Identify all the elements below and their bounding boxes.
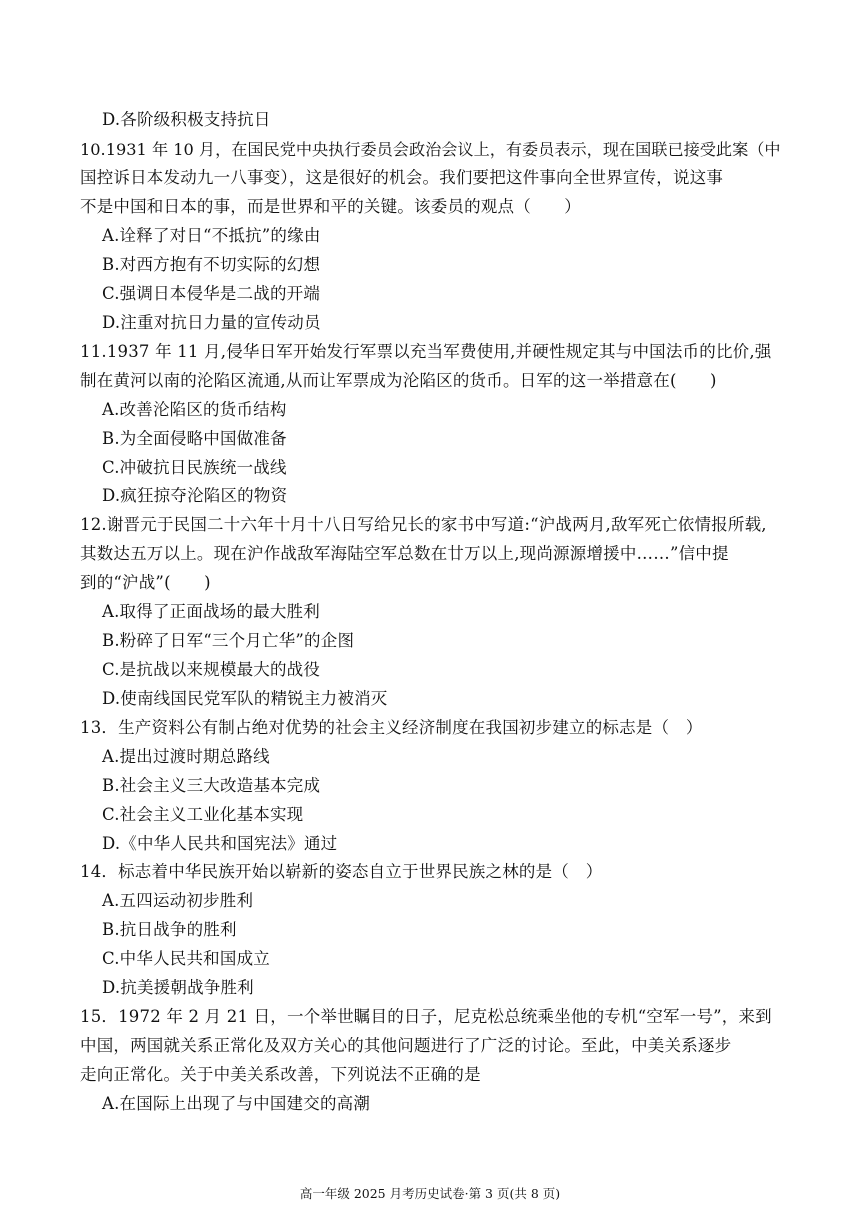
q10-option-d: D.注重对抗日力量的宣传动员 (102, 313, 321, 332)
q11-option-c: C.冲破抗日民族统一战线 (102, 458, 287, 477)
q11-option-d: D.疯狂掠夺沦陷区的物资 (102, 486, 288, 505)
q13-stem-line-1: 13．生产资料公有制占绝对优势的社会主义经济制度在我国初步建立的标志是（ ） (80, 718, 703, 737)
q12-stem-line-1: 12.谢晋元于民国二十六年十月十八日写给兄长的家书中写道:“沪战两月,敌军死亡依情报所载, (80, 515, 767, 534)
q11-stem-line-2: 制在黄河以南的沦陷区流通,从而让军票成为沦陷区的货币。日军的这一举措意在( ) (80, 371, 717, 390)
q9-option-d: D.各阶级积极支持抗日 (102, 110, 271, 129)
q15-stem-line-2: 中国，两国就关系正常化及双方关心的其他问题进行了广泛的讨论。至此，中美关系逐步 (80, 1036, 732, 1055)
q12-option-b: B.粉碎了日军“三个月亡华”的企图 (102, 631, 355, 650)
q14-option-b: B.抗日战争的胜利 (102, 920, 237, 939)
q13-option-b: B.社会主义三大改造基本完成 (102, 776, 321, 795)
q12-stem-line-2: 其数达五万以上。现在沪作战敌军海陆空军总数在廿万以上,现尚源源增援中……”信中提 (80, 544, 729, 563)
q12-stem-line-3: 到的“沪战”( ) (80, 573, 211, 592)
q10-option-c: C.强调日本侵华是二战的开端 (102, 284, 321, 303)
q12-option-a: A.取得了正面战场的最大胜利 (102, 602, 320, 621)
q10-stem-line-2: 国控诉日本发动九一八事变），这是很好的机会。我们要把这件事向全世界宣传，说这事 (80, 168, 724, 187)
q10-option-a: A.诠释了对日“不抵抗”的缘由 (102, 226, 321, 245)
q14-option-c: C.中华人民共和国成立 (102, 949, 270, 968)
q14-option-d: D.抗美援朝战争胜利 (102, 978, 254, 997)
q13-option-d: D.《中华人民共和国宪法》通过 (102, 834, 338, 853)
q11-option-b: B.为全面侵略中国做准备 (102, 429, 287, 448)
q14-stem-line-1: 14．标志着中华民族开始以崭新的姿态自立于世界民族之林的是（ ） (80, 862, 603, 881)
page-footer: 高一年级 2025 月考历史试卷·第 3 页(共 8 页) (299, 1186, 561, 1201)
q12-option-d: D.使南线国民党军队的精锐主力被消灭 (102, 689, 388, 708)
q15-option-a: A.在国际上出现了与中国建交的高潮 (102, 1094, 371, 1113)
q10-option-b: B.对西方抱有不切实际的幻想 (102, 255, 321, 274)
q13-option-c: C.社会主义工业化基本实现 (102, 805, 304, 824)
q13-option-a: A.提出过渡时期总路线 (102, 747, 270, 766)
q10-stem-line-1: 10.1931 年 10 月，在国民党中央执行委员会政治会议上，有委员表示，现在国联已接受此案（中 (80, 140, 781, 159)
q10-stem-line-3: 不是中国和日本的事，而是世界和平的关键。该委员的观点（ ） (80, 197, 581, 216)
q15-stem-line-3: 走向正常化。关于中美关系改善，下列说法不正确的是 (80, 1065, 481, 1084)
q12-option-c: C.是抗战以来规模最大的战役 (102, 660, 321, 679)
q11-option-a: A.改善沦陷区的货币结构 (102, 400, 287, 419)
q14-option-a: A.五四运动初步胜利 (102, 891, 254, 910)
q15-stem-line-1: 15．1972 年 2 月 21 日，一个举世瞩目的日子，尼克松总统乘坐他的专机“空军一号”，来到 (80, 1007, 772, 1026)
q11-stem-line-1: 11.1937 年 11 月,侵华日军开始发行军票以充当军费使用,并硬性规定其与中国法币的比价,强 (80, 342, 772, 361)
